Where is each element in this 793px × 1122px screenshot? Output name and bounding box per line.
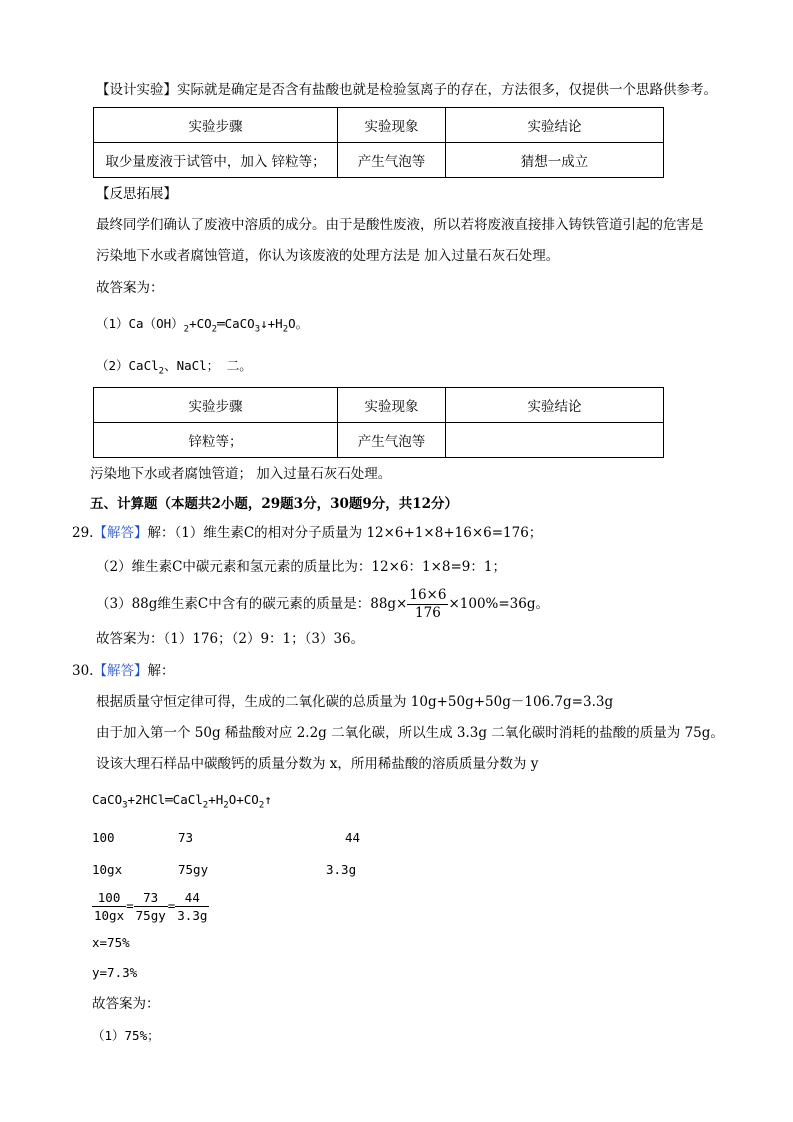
x-result: x=75% [92,935,130,950]
question-number: 30. [72,663,94,679]
mass-ratio-2: 3.3g [326,862,357,877]
subscript: 2 [158,366,165,377]
table-header-cell: 实验步骤 [94,388,338,423]
eq-part: +2HCl═CaCl [127,792,203,807]
design-prefix: 【设计实验】 [96,82,177,98]
answer-1-ca: Ca（OH） [128,316,184,331]
table-header-cell: 实验步骤 [94,108,338,143]
eq-part: +H [208,792,224,807]
answer-1-prefix: （1） [96,316,129,331]
table-row [94,143,664,178]
q29-line-3 [96,584,549,624]
proportion-equation [92,886,209,926]
design-text: 实际就是确定是否含有盐酸也就是检验氢离子的存在，方法很多，仅提供一个思路供参考。 [177,82,717,98]
mass-ratio-1: 73 [178,830,194,845]
chemical-equation [92,790,272,816]
fraction-denominator: 10gx [94,908,125,923]
answer-tag: 【解答】 [93,663,148,679]
question-number: 29. [72,525,94,541]
q30-line-2: 由于加入第一个 50g 稀盐酸对应 2.2g 二氧化碳，所以生成 3.3g 二氧化碳时消耗的盐酸的质量为 75g。 [96,725,724,741]
q30-intro: 解： [147,663,175,679]
subscript: 2 [282,324,289,335]
q30-line-0 [72,661,174,681]
table-cell: 锌粒等； [94,423,338,458]
table-header-cell: 实验结论 [446,108,664,143]
table-row [94,423,664,458]
fraction [134,889,168,924]
table-header-cell: 实验现象 [338,388,446,423]
subscript: 2 [211,324,218,335]
fraction [92,889,126,924]
q29-line-1 [72,523,542,543]
answer-1-caco: ═CaCO [217,316,255,331]
mass-ratio-1: 100 [92,830,115,845]
fraction-numerator: 16×6 [409,587,447,603]
reflection-title: 【反思拓展】 [96,186,177,202]
subscript: 2 [223,800,229,811]
table-cell: 猜想一成立 [446,143,664,178]
answer-1-h: +H [267,316,283,331]
answer-2-prefix: （2）CaCl [96,358,159,373]
q29-answer: 故答案为：（1）176；（2）9：1；（3）36。 [96,631,365,647]
q30-line-3: 设该大理石样品中碳酸钙的质量分数为 x，所用稀盐酸的溶质质量分数为 y [96,756,539,772]
down-arrow-icon: ↓ [260,316,268,331]
subscript: 2 [258,800,265,811]
experiment-table-1 [93,107,664,178]
q29-intro: 解：（1）维生素C的相对分子质量为 12×6+1×8+16×6=176； [147,525,543,541]
table-header-cell: 实验结论 [446,388,664,423]
reflection-line-2: 污染地下水或者腐蚀管道，你认为该废液的处理方法是 加入过量石灰石处理。 [96,248,560,264]
fraction [407,587,448,622]
q29-line-3-pre: （3）88g维生素C中含有的碳元素的质量是：88g× [96,596,408,612]
table-row [94,108,664,143]
table-header-cell: 实验现象 [338,108,446,143]
eq-part: CaCO [92,792,123,807]
table-cell [446,423,664,458]
subscript: 3 [254,324,261,335]
table-cell: 取少量废液于试管中，加入 锌粒等； [94,143,338,178]
fraction-denominator: 176 [415,605,441,621]
fraction-numerator: 44 [175,889,209,907]
mass-ratio-2: 75gy [178,862,209,877]
answer-2 [96,356,252,382]
q29-line-3-post: ×100%=36g。 [448,596,550,612]
section-title: 五、计算题（本题共2小题，29题3分，30题9分，共12分） [90,496,459,512]
eq-part: O+CO [228,792,259,807]
answer-2-text: 、NaCl； 二。 [164,358,252,373]
fraction-numerator: 100 [92,889,126,907]
design-paragraph [96,80,717,100]
mass-ratio-2: 10gx [92,862,123,877]
subscript: 2 [202,800,209,811]
table-row [94,388,664,423]
reflection-line-1: 最终同学们确认了废液中溶质的成分。由于是酸性废液，所以若将废液直接排入铸铁管道引起的危害是 [96,217,704,233]
pollution-line: 污染地下水或者腐蚀管道； 加入过量石灰石处理。 [90,466,392,482]
fraction-denominator: 75gy [135,908,166,923]
subscript: 2 [183,324,190,335]
fraction-numerator: 73 [134,889,168,907]
fraction [175,889,209,924]
table-cell: 产生气泡等 [338,423,446,458]
answer-label: 故答案为： [96,280,164,296]
q30-final: （1）75%； [92,1028,160,1043]
q30-answer-label: 故答案为： [92,996,160,1012]
q29-line-2: （2）维生素C中碳元素和氢元素的质量比为：12×6：1×8=9：1； [96,559,506,575]
answer-tag: 【解答】 [93,525,148,541]
equals-sign: = [167,898,176,913]
answer-1-co: +CO [189,316,212,331]
up-arrow-icon: ↑ [264,792,272,807]
answer-1-o: O。 [288,316,309,331]
fraction-denominator: 3.3g [177,908,208,923]
mass-ratio-1: 44 [345,830,361,845]
table-cell: 产生气泡等 [338,143,446,178]
y-result: y=7.3% [92,965,138,980]
answer-1 [96,314,308,340]
equals-sign: = [126,898,134,913]
experiment-table-2 [93,387,664,458]
q30-line-1: 根据质量守恒定律可得，生成的二氧化碳的总质量为 10g+50g+50g－106.7g=3.3g [96,694,614,710]
subscript: 3 [122,800,128,811]
